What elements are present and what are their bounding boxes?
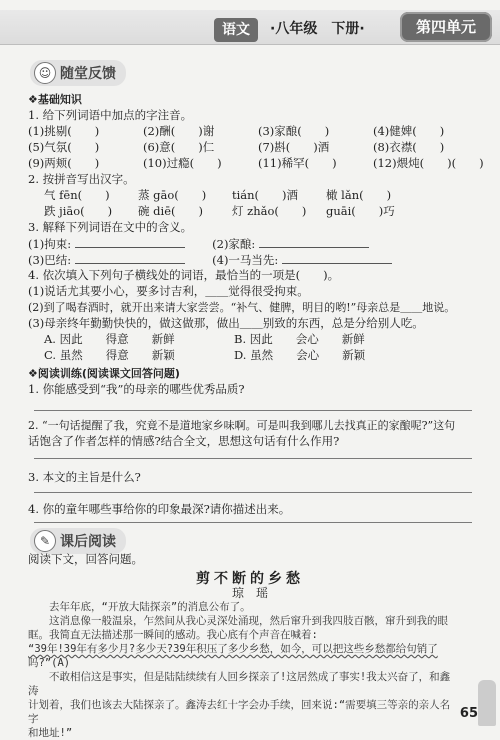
unit-badge: 第四单元	[400, 12, 492, 42]
story-paragraph-line: 计划着，我们也该去大陆探亲了。鑫涛去红十字会办手续，回来说:“需要填三等亲的亲人名字	[28, 699, 451, 725]
q4-options-row-2	[44, 348, 480, 363]
story-paragraph-line: 不敢相信这是事实，但是陆陆续续有人回乡探亲了!这居然成了事实!我太兴奋了，和鑫涛	[28, 671, 451, 697]
question-1: 1. 给下列词语中加点的字注音。	[28, 108, 193, 122]
reading-question-3: 3. 本文的主旨是什么?	[28, 470, 141, 484]
q2-item: 灯 zhǎo( )	[232, 204, 307, 218]
q1-item: (12)煨炖( )( )	[373, 156, 484, 170]
smiley-icon: ☺	[34, 62, 56, 84]
answer-rule[interactable]	[34, 492, 472, 493]
question-2: 2. 按拼音写出汉字。	[28, 172, 135, 186]
answer-line[interactable]	[282, 252, 392, 264]
q3-row-1	[28, 236, 480, 252]
question-4: 4. 依次填入下列句子横线处的词语，最恰当的一项是( )。	[28, 268, 340, 282]
q1-row-3	[28, 156, 484, 171]
q2-item: tián( )酒	[232, 188, 299, 202]
q4-sentence-2: (2)到了喝春酒时，就开出来请大家尝尝。“补气、健脾，明目的哟!”母亲总是＿＿地说。	[28, 301, 456, 314]
extra-instruction: 阅读下文，回答问题。	[28, 552, 143, 566]
reading-question-4: 4. 你的童年哪些事给你的印象最深?请你描述出来。	[28, 502, 291, 516]
q4-option-a[interactable]: A. 因此 得意 新鲜	[44, 332, 175, 346]
page-header	[0, 0, 500, 48]
q2-item: 碗 diē( )	[138, 204, 203, 218]
answer-line[interactable]	[75, 236, 185, 248]
page-number: 65	[459, 706, 478, 721]
q4-sentence-3: (3)母亲终年勤勤快快的，做这做那，做出＿＿别致的东西，总是分给别人吃。	[28, 316, 424, 330]
q1-item: (10)过瘾( )	[143, 156, 222, 170]
story-paragraph-line: 和地址!”	[28, 727, 73, 739]
q4-option-c[interactable]: C. 虽然 得意 新颖	[44, 348, 175, 362]
q4-option-d[interactable]: D. 虽然 会心 新颖	[234, 348, 366, 362]
q1-item: (2)酬( )谢	[143, 124, 215, 138]
reading-heading: ❖阅读训练(阅读课文回答问题)	[28, 367, 180, 380]
q3-row-2	[28, 252, 480, 268]
q1-row-2	[28, 140, 480, 155]
q1-item: (6)意( )仁	[143, 140, 215, 154]
q2-item: 橄 lǎn( )	[326, 188, 392, 202]
answer-line[interactable]	[259, 236, 369, 248]
q1-row-1	[28, 124, 480, 139]
q2-item: 跌 jiāo( )	[44, 204, 113, 218]
basics-heading: ❖基础知识	[28, 93, 82, 106]
story-body	[28, 600, 458, 740]
reading-question-2-line-1: 2. “一句话提醒了我，究竟不是道地家乡味啊。可是叫我到哪儿去找真正的家酿呢?”这句	[28, 419, 456, 432]
story-author: 琼 瑶	[231, 586, 268, 600]
story-paragraph-line: 眶。我简直无法描述那一瞬间的感动。我心底有个声音在喊着:	[28, 629, 318, 641]
story-paragraph-line: 这消息像一般温泉，乍然间从我心灵深处涌现，然后窜升到我四肢百骸，窜升到我的眼	[49, 615, 448, 627]
question-3: 3. 解释下列词语在文中的含义。	[28, 220, 193, 234]
q2-item: 气 fēn( )	[44, 188, 110, 202]
q2-row-2	[44, 204, 480, 219]
answer-line[interactable]	[75, 252, 185, 264]
q1-item: (7)斟( )酒	[258, 140, 330, 154]
reading-question-2-line-2: 话饱含了作者怎样的情感?结合全文，思想这句话有什么作用?	[28, 434, 340, 448]
q1-item: (3)家酿( )	[258, 124, 330, 138]
q2-row-1	[44, 188, 480, 203]
section-title-extra-reading	[30, 528, 126, 554]
section-title-text: 课后阅读	[60, 534, 116, 550]
pencil-decoration-icon	[478, 680, 496, 726]
q3-term: (3)巴结:	[28, 253, 72, 267]
q2-item: 蒸 gāo( )	[138, 188, 207, 202]
q1-item: (5)气氛( )	[28, 140, 100, 154]
subject-badge: 语文	[214, 18, 258, 42]
q1-item: (4)健婢( )	[373, 124, 445, 138]
q2-item: guāi( )巧	[326, 204, 395, 218]
answer-rule[interactable]	[34, 458, 472, 459]
q3-term: (4)一马当先:	[212, 253, 279, 267]
q3-term: (2)家酿:	[212, 237, 256, 251]
story-paragraph-line: 吗?”(A)	[28, 657, 71, 669]
section-title-text: 随堂反馈	[60, 66, 116, 82]
bird-icon: ✎	[34, 530, 56, 552]
q4-option-b[interactable]: B. 因此 会心 新鲜	[234, 332, 365, 346]
section-title-feedback	[30, 60, 126, 86]
q1-item: (8)衣襟( )	[373, 140, 445, 154]
q1-item: (11)稀罕( )	[258, 156, 337, 170]
q1-item: (1)挑剔( )	[28, 124, 100, 138]
story-paragraph: 去年年底，“开放大陆探亲”的消息公布了。	[49, 601, 251, 613]
q4-options-row-1	[44, 332, 480, 347]
q1-item: (9)两颊( )	[28, 156, 100, 170]
q3-term: (1)拘束:	[28, 237, 72, 251]
q4-sentence-1: (1)说话尤其要小心，要多讨吉利，＿＿觉得很受拘束。	[28, 284, 309, 298]
story-title: 剪不断的乡愁	[196, 571, 304, 587]
reading-question-1: 1. 你能感受到“我”的母亲的哪些优秀品质?	[28, 382, 245, 396]
answer-rule[interactable]	[34, 410, 472, 411]
grade-label: ·八年级 下册·	[270, 21, 365, 37]
story-paragraph-line: “39年!39年有多少月?多少天?39年积压了多少乡愁，如今，可以把这些乡愁都给句销了	[28, 643, 438, 655]
answer-rule[interactable]	[34, 522, 472, 523]
